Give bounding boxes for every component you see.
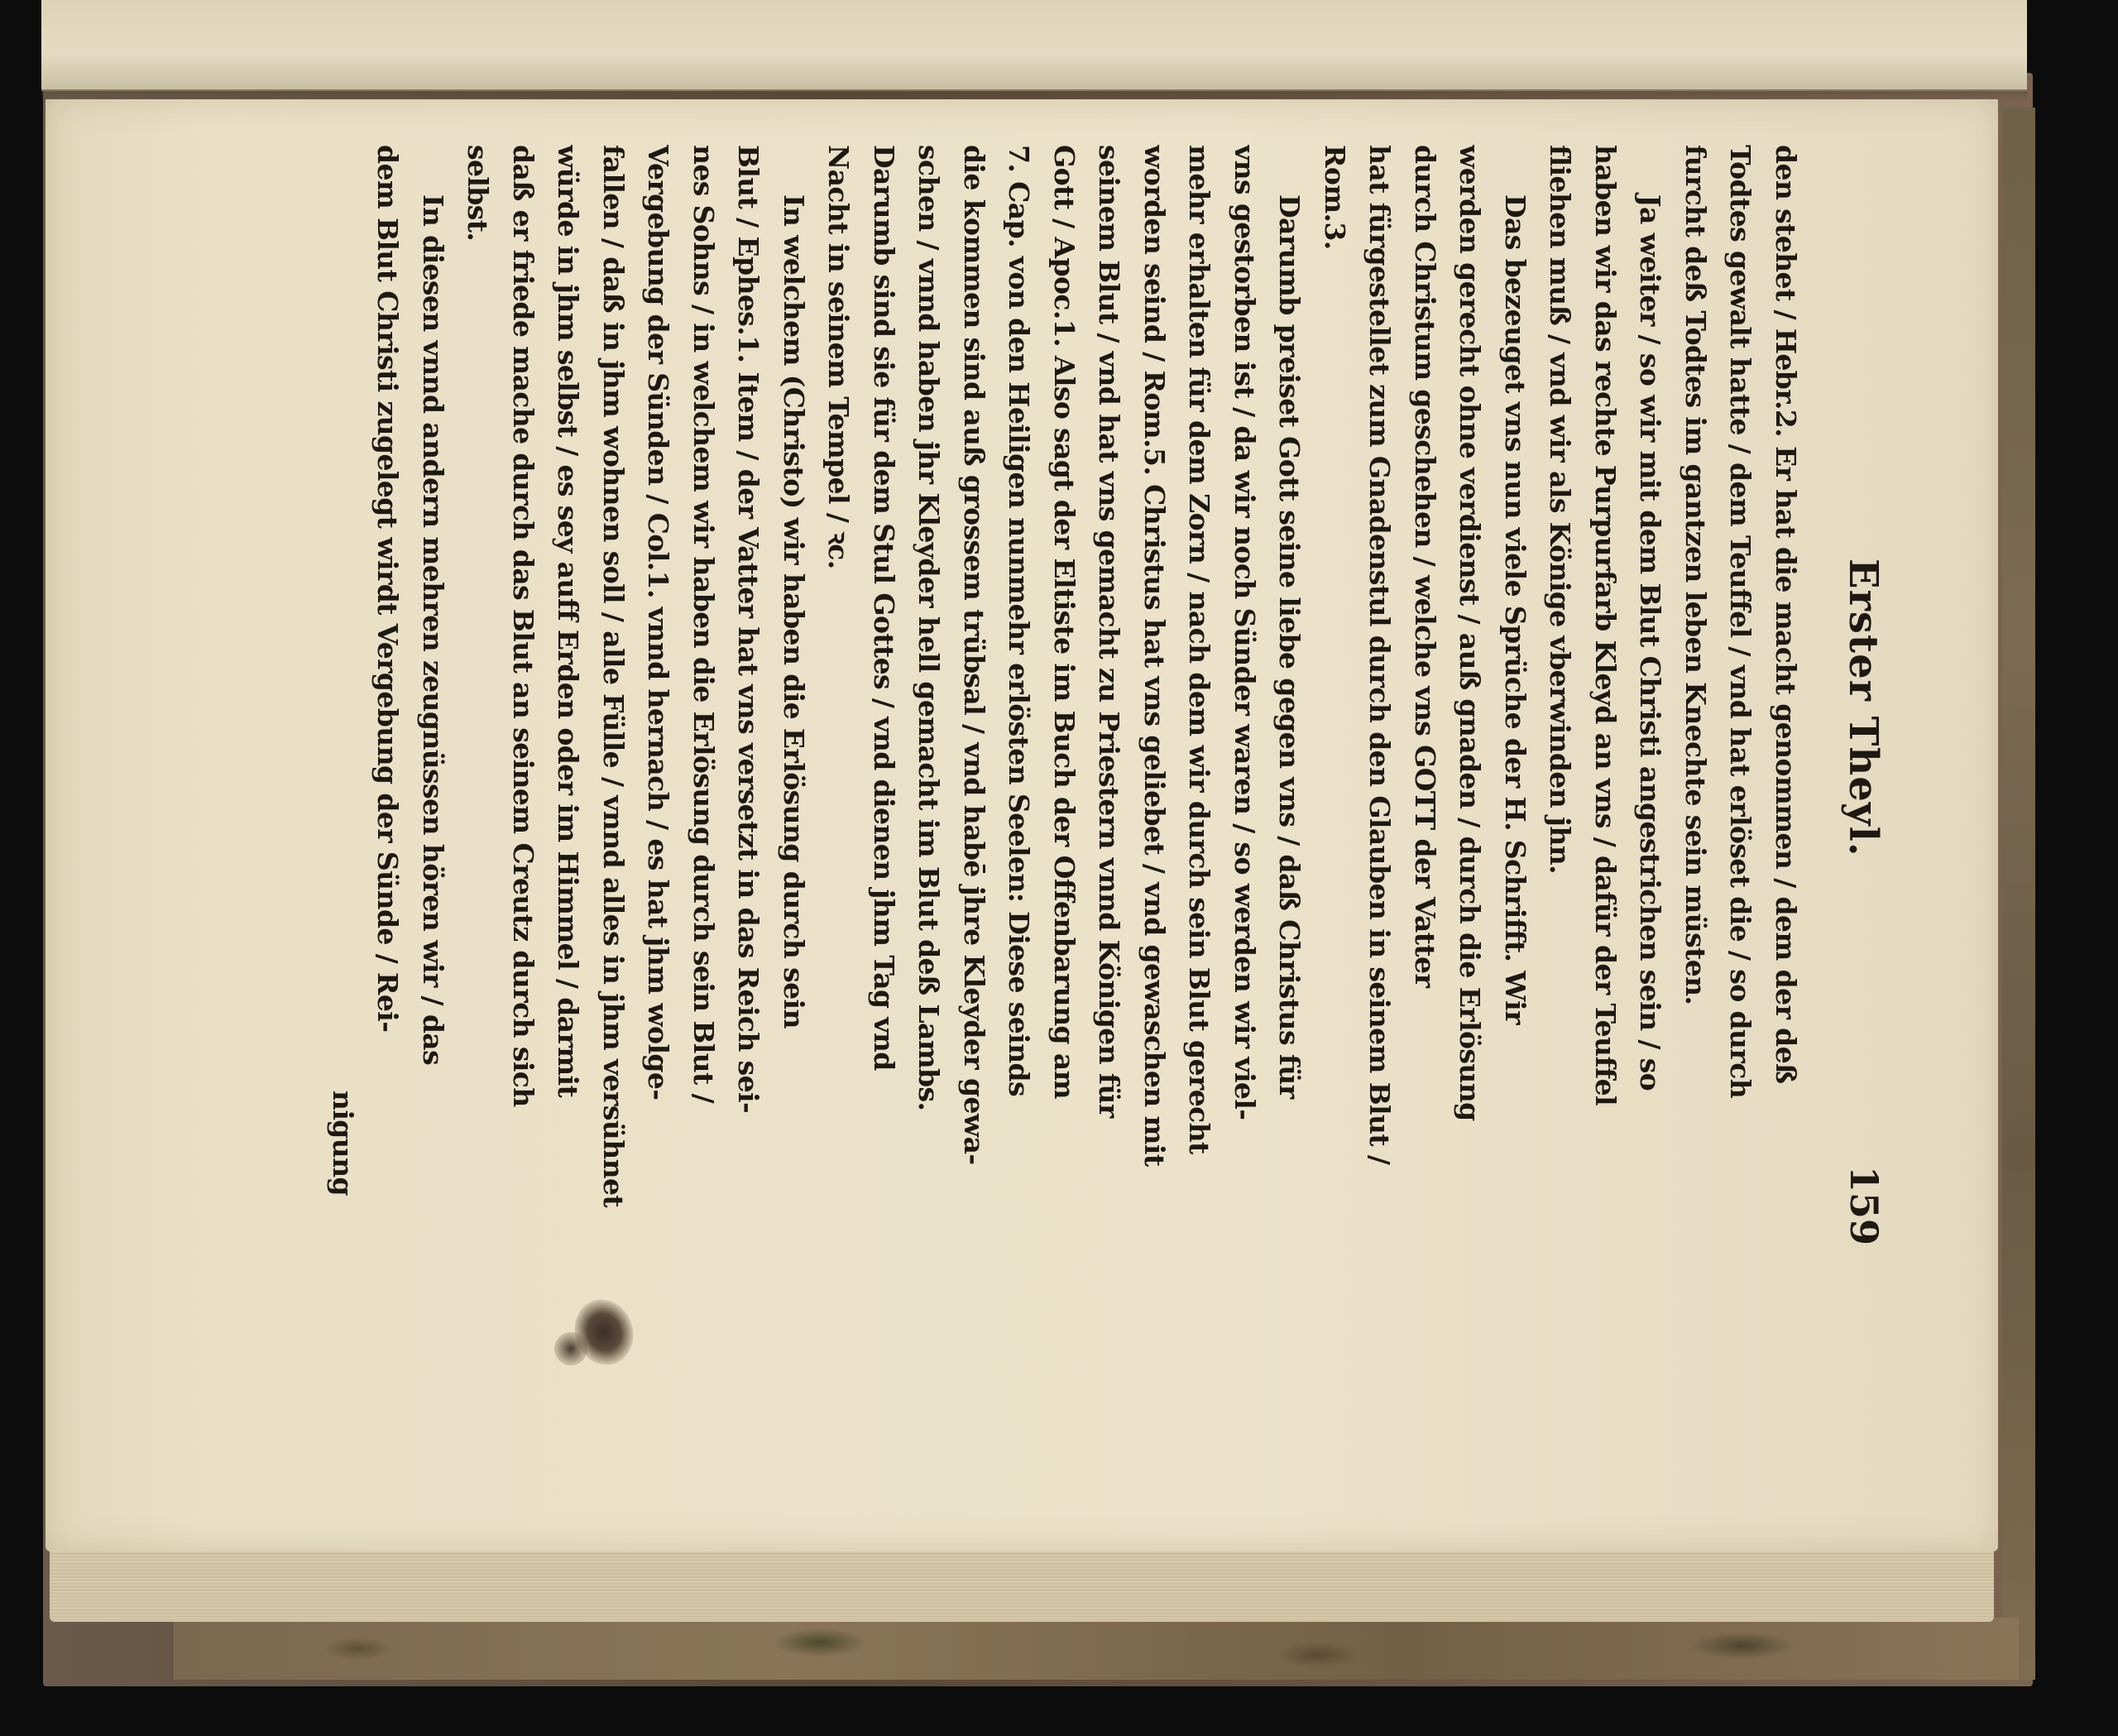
text-line: Das bezeuget vns nun viele Sprüche der H. Schrifft. Wir — [1499, 194, 1531, 1024]
text-line: selbst. — [462, 145, 495, 242]
text-line: worden seind / Rom.5. Christus hat vns geliebet / vnd gewaschen mit — [1138, 145, 1171, 1167]
text-line: seinem Blut / vnd hat vns gemacht zu Priestern vnnd Königen für — [1093, 145, 1126, 1118]
page-text-block — [314, 145, 1886, 1245]
text-line: haben wir das rechte Purpurfarb Kleyd an vns / dafür der Teuffel — [1589, 145, 1622, 1105]
text-line: hat fürgestellet zum Gnadenstul durch den Glauben in seinem Blut / — [1363, 145, 1397, 1165]
marbled-cover-edge-bottom — [174, 1618, 2019, 1680]
text-line: Darumb sind sie für dem Stul Gottes / vnd dienen jhm Tag vnd — [868, 145, 900, 1071]
previous-page — [41, 0, 2027, 91]
ink-stain-small — [554, 1332, 587, 1365]
text-line: die kommen sind auß grossem trübsal / vnd habē jhre Kleyder gewa- — [958, 145, 990, 1165]
text-line: Blut / Ephes.1. Item / der Vatter hat vns versetzt in das Reich sei- — [732, 145, 765, 1114]
text-line: nes Sohns / in welchem wir haben die Erlösung durch sein Blut / — [688, 145, 720, 1104]
text-line: Darumb preiset Gott seine liebe gegen vns / daß Christus für — [1273, 194, 1306, 1099]
text-line: würde in jhm selbst / es sey auff Erden oder im Himmel / darmit — [552, 145, 585, 1098]
text-line: mehr erhalten für dem Zorn / nach dem wir durch sein Blut gerecht — [1183, 145, 1216, 1154]
text-line: fliehen muß / vnd wir als Könige vberwinden jhn. — [1544, 145, 1577, 875]
page-number: 159 — [1842, 1165, 1886, 1245]
text-line: Vergebung der Sünden / Col.1. vnnd hernach / es hat jhm wolge- — [642, 145, 675, 1101]
text-line: vns gestorben ist / da wir noch Sünder waren / so werden wir viel- — [1229, 145, 1261, 1120]
text-line: dem Blut Christi zugelegt wirdt Vergebung der Sünde / Rei- — [371, 145, 405, 1033]
text-line: schen / vnnd haben jhr Kleyder hell gemacht im Blut deß Lambs. — [913, 145, 946, 1111]
text-line: Rom.3. — [1319, 145, 1351, 250]
text-line: In welchem (Christo) wir haben die Erlösung durch sein — [778, 194, 810, 1029]
running-header — [1828, 145, 1886, 1245]
text-line: werden gerecht ohne verdienst / auß gnaden / durch die Erlösung — [1454, 145, 1487, 1121]
text-line: fallen / daß in jhm wohnen soll / alle Fülle / vnnd alles in jhm versühnet — [597, 145, 630, 1208]
text-line: Ja weiter / so wir mit dem Blut Christi angestrichen sein / so — [1634, 194, 1667, 1091]
text-line: In diesen vnnd andern mehren zeugnüssen hören wir / das — [417, 194, 449, 1066]
catchword: nigung — [327, 1090, 359, 1196]
text-line: furcht deß Todtes im gantzen leben Knechte sein müsten. — [1680, 145, 1712, 1005]
text-line: den stehet / Hebr.2. Er hat die macht genommen / dem der deß — [1770, 145, 1802, 1084]
text-line: Todtes gewalt hatte / dem Teuffel / vnd hat erlöset die / so durch — [1724, 145, 1757, 1099]
text-line: durch Christum geschehen / welche vns GOTT der Vatter — [1409, 145, 1441, 988]
body-text — [320, 145, 1809, 1245]
text-line: 7. Cap. von den Heiligen nunmehr erlösten Seelen: Diese seinds — [1003, 145, 1036, 1096]
running-head-title: Erster Theyl. — [1840, 559, 1886, 857]
text-line: Gott / Apoc.1. Also sagt der Eltiste im Buch der Offenbarung am — [1048, 145, 1081, 1099]
page-block-edges — [50, 1539, 1994, 1622]
text-line: Nacht in seinem Tempel / ꝛc. — [822, 145, 855, 569]
marbled-cover-edge-right — [2002, 108, 2035, 1680]
text-line: daß er friede mache durch das Blut an seinem Creutz durch sich — [507, 145, 539, 1107]
